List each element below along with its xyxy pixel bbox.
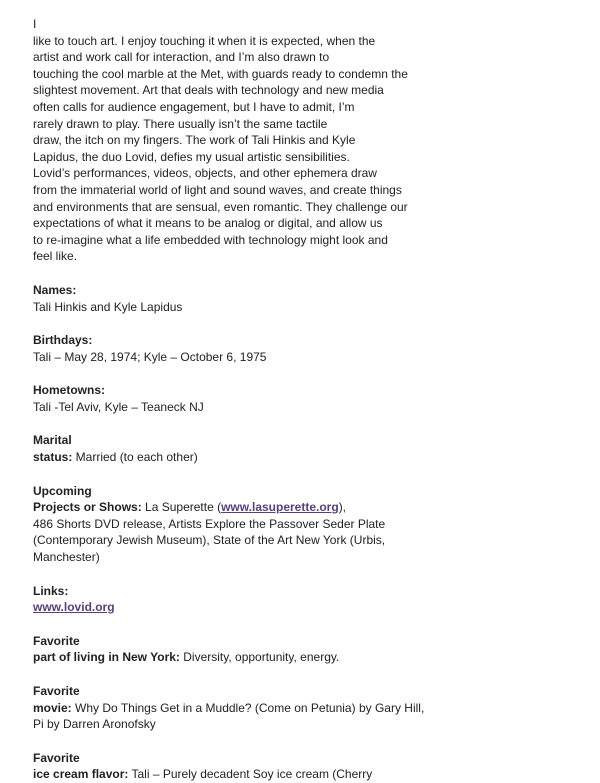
intro-line: touching the cool marble at the Met, with guards ready to condemn the	[33, 66, 408, 81]
favorite-movie-entry	[33, 683, 593, 733]
favorite-movie-value: Why Do Things Get in a Muddle? (Come on Petunia) by Gary Hill,	[71, 700, 425, 715]
favorite-ny-label-inline: part of living in New York:	[33, 650, 180, 665]
intro-line: artist and work call for interaction, and I’m also drawn to	[33, 50, 330, 65]
names-label: Names:	[33, 282, 77, 297]
hometowns-value: Tali -Tel Aviv, Kyle – Teaneck NJ	[33, 399, 204, 414]
intro-line: from the immaterial world of light and sound waves, and create things	[33, 182, 402, 197]
article-page	[33, 16, 593, 783]
favorite-icecream-label-inline: ice cream flavor:	[33, 767, 129, 782]
upcoming-line: Manchester)	[33, 550, 100, 565]
favorite-ny-label: Favorite	[33, 633, 80, 648]
favorite-ny-value: Diversity, opportunity, energy.	[179, 650, 340, 665]
intro-line: like to touch art. I enjoy touching it when it is expected, when the	[33, 33, 376, 48]
favorite-movie-label-inline: movie:	[33, 700, 72, 715]
intro-line: feel like.	[33, 249, 78, 264]
links-label: Links:	[33, 583, 69, 598]
marital-value: Married (to each other)	[72, 450, 198, 465]
upcoming-value-after: ),	[338, 500, 347, 515]
upcoming-first-line	[33, 499, 593, 516]
birthdays-entry	[33, 332, 593, 365]
intro-line: expectations of what it means to be analog or digital, and allow us	[33, 216, 383, 231]
intro-line: and environments that are sensual, even romantic. They challenge our	[33, 199, 408, 214]
marital-line	[33, 449, 593, 466]
favorite-ny-line	[33, 649, 593, 666]
marital-label-inline: status:	[33, 450, 73, 465]
lovid-link[interactable]: www.lovid.org	[33, 600, 115, 615]
favorite-icecream-value: Tali – Purely decadent Soy ice cream (Cherry	[128, 767, 373, 782]
lasuperette-link[interactable]: www.lasuperette.org	[221, 500, 339, 515]
favorite-movie-line2: Pi by Darren Aronofsky	[33, 717, 156, 732]
intro-line: I	[33, 17, 37, 31]
hometowns-label: Hometowns:	[33, 383, 105, 398]
upcoming-label: Upcoming	[33, 483, 92, 498]
marital-entry	[33, 432, 593, 465]
birthdays-label: Birthdays:	[33, 333, 93, 348]
marital-label: Marital	[33, 433, 72, 448]
names-entry	[33, 282, 593, 315]
favorite-icecream-label: Favorite	[33, 750, 80, 765]
intro-paragraph	[33, 16, 593, 265]
intro-line: Lovid’s performances, videos, objects, and other ephemera draw	[33, 166, 377, 181]
favorite-icecream-line	[33, 766, 593, 783]
upcoming-entry	[33, 483, 593, 566]
intro-line: Lapidus, the duo Lovid, defies my usual artistic sensibilities.	[33, 149, 350, 164]
hometowns-entry	[33, 382, 593, 415]
upcoming-line: (Contemporary Jewish Museum), State of the Art New York (Urbis,	[33, 533, 386, 548]
intro-line: draw, the itch on my fingers. The work of Tali Hinkis and Kyle	[33, 133, 356, 148]
links-line	[33, 599, 593, 616]
intro-line: to re-imagine what a life embedded with technology might look and	[33, 232, 388, 247]
intro-line: often calls for audience engagement, but I have to admit, I’m	[33, 99, 355, 114]
upcoming-label-inline: Projects or Shows:	[33, 500, 142, 515]
upcoming-value-before: La Superette (	[141, 500, 222, 515]
birthdays-value: Tali – May 28, 1974; Kyle – October 6, 1975	[33, 349, 267, 364]
upcoming-line: 486 Shorts DVD release, Artists Explore the Passover Seder Plate	[33, 516, 386, 531]
intro-line: slightest movement. Art that deals with technology and new media	[33, 83, 384, 98]
links-entry	[33, 583, 593, 616]
favorite-movie-line	[33, 700, 593, 717]
favorite-ny-entry	[33, 633, 593, 666]
intro-line: rarely drawn to play. There usually isn’t the same tactile	[33, 116, 328, 131]
names-value: Tali Hinkis and Kyle Lapidus	[33, 299, 183, 314]
favorite-movie-label: Favorite	[33, 684, 80, 698]
